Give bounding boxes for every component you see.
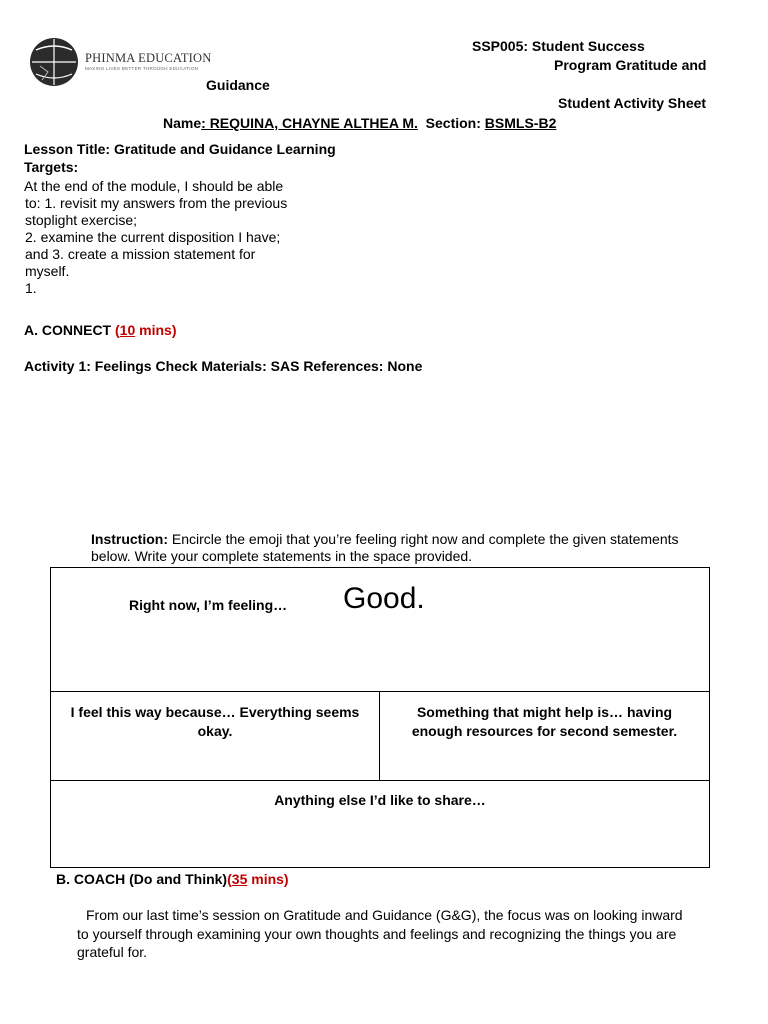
student-info bbox=[163, 115, 556, 131]
connect-time-num: 10 bbox=[119, 322, 136, 338]
target-line: 2. examine the current disposition I have; bbox=[25, 229, 281, 245]
coach-heading bbox=[56, 871, 289, 887]
instruction bbox=[91, 531, 679, 565]
help-cell[interactable] bbox=[380, 692, 709, 791]
course-line-1: SSP005: Student Success bbox=[472, 38, 645, 54]
coach-label: B. COACH (Do and Think) bbox=[56, 871, 228, 887]
logo-tagline: MAKING LIVES BETTER THROUGH EDUCATION bbox=[85, 66, 199, 71]
target-line: to: 1. revisit my answers from the previous bbox=[25, 195, 288, 211]
name-label: Name bbox=[163, 115, 202, 131]
section-value: BSMLS-B2 bbox=[484, 115, 557, 131]
share-prompt: Anything else I’d like to share… bbox=[274, 792, 486, 808]
body-line-1: From our last time’s session on Gratitude and Guidance (G&G), the focus was on looking inward bbox=[86, 907, 683, 923]
targets-label: Targets: bbox=[24, 159, 79, 175]
feeling-prompt: Right now, I’m feeling… bbox=[129, 597, 288, 613]
body-line-3: grateful for. bbox=[77, 944, 148, 960]
because-line-1: I feel this way because… Everything seems bbox=[70, 704, 360, 720]
because-cell[interactable] bbox=[51, 692, 380, 780]
connect-label: A. CONNECT bbox=[24, 322, 115, 338]
instruction-text-2: below. Write your complete statements in the space provided. bbox=[91, 548, 473, 564]
coach-time-num: 35 bbox=[231, 871, 248, 887]
activity-1-heading: Activity 1: Feelings Check Materials: SAS References: None bbox=[24, 358, 423, 374]
lesson-title: Lesson Title: Gratitude and Guidance Learning bbox=[24, 141, 336, 157]
name-value: : REQUINA, CHAYNE ALTHEA M. bbox=[201, 115, 418, 131]
target-line: 1. bbox=[25, 280, 37, 296]
connect-heading bbox=[24, 322, 176, 338]
body-line-2: to yourself through examining your own thoughts and feelings and recognizing the things you are bbox=[77, 926, 677, 942]
coach-time-rest: mins) bbox=[247, 871, 289, 887]
feeling-row[interactable] bbox=[51, 568, 709, 692]
sheet-type: Student Activity Sheet bbox=[558, 95, 707, 111]
connect-time-rest: mins) bbox=[135, 322, 177, 338]
target-line: and 3. create a mission statement for bbox=[25, 246, 256, 262]
connect-time-open: ( bbox=[115, 322, 120, 338]
section-label: Section: bbox=[425, 115, 481, 131]
target-line: stoplight exercise; bbox=[25, 212, 138, 228]
target-line: myself. bbox=[25, 263, 70, 279]
because-line-2: okay. bbox=[197, 723, 233, 739]
course-line-2: Program Gratitude and bbox=[554, 57, 707, 73]
feelings-sheet bbox=[50, 567, 710, 868]
instruction-label: Instruction: bbox=[91, 531, 168, 547]
phinma-globe-icon bbox=[28, 36, 80, 88]
help-line-2: enough resources for second semester. bbox=[411, 723, 678, 739]
feeling-answer[interactable]: Good. bbox=[343, 582, 425, 615]
phinma-logo bbox=[28, 36, 212, 88]
targets-list bbox=[24, 178, 324, 297]
coach-time-open: ( bbox=[227, 871, 232, 887]
help-line-1: Something that might help is… having bbox=[416, 704, 673, 720]
logo-name: PHINMA EDUCATION bbox=[85, 51, 212, 65]
reason-row bbox=[51, 692, 709, 781]
instruction-text-1: Encircle the emoji that you’re feeling right now and complete the given statements bbox=[168, 531, 679, 547]
target-line: At the end of the module, I should be able bbox=[24, 178, 284, 194]
course-line-3: Guidance bbox=[206, 77, 270, 93]
share-row[interactable] bbox=[51, 781, 709, 878]
